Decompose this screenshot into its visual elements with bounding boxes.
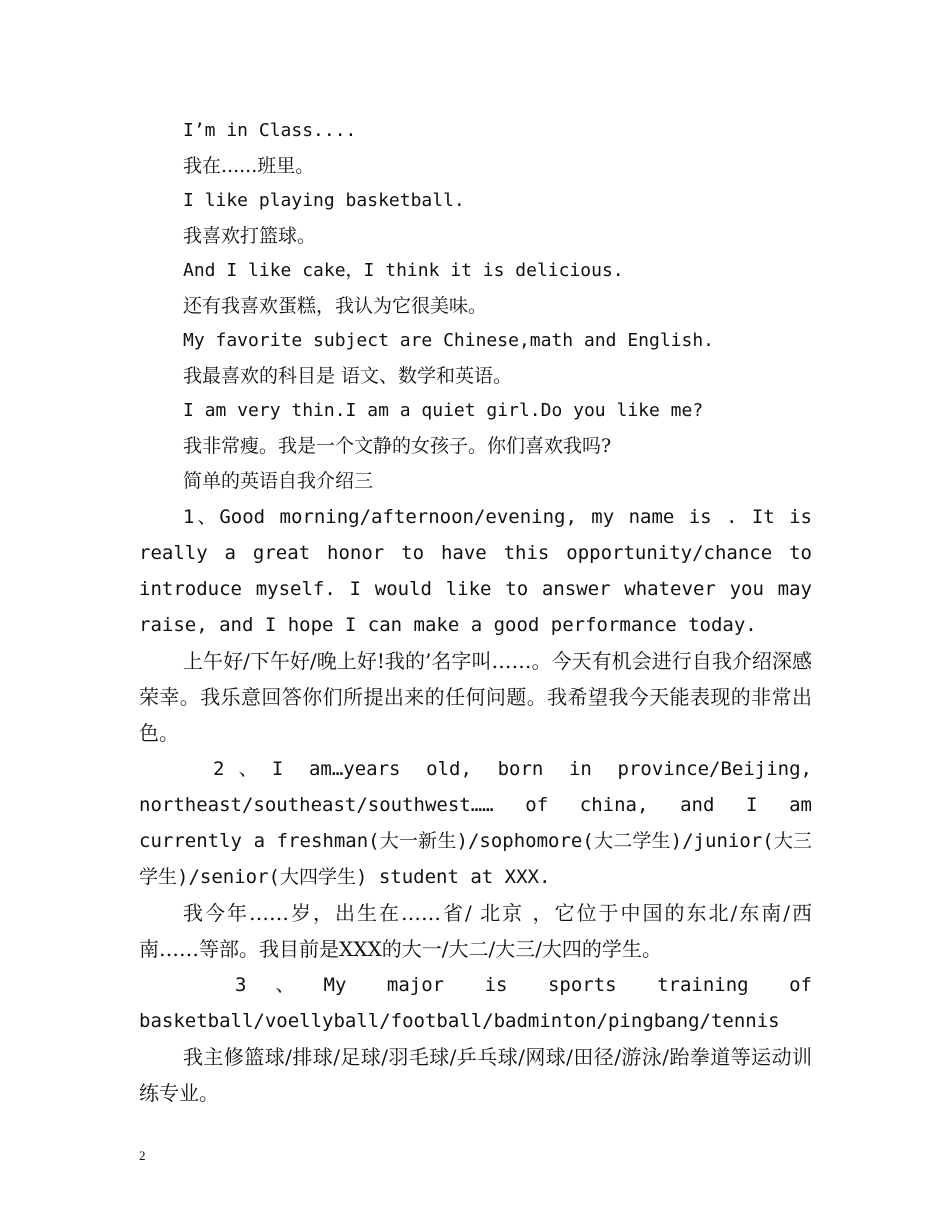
text-line: I am very thin.I am a quiet girl.Do you like me?	[183, 400, 704, 421]
text-line: 我喜欢打篮球。	[183, 225, 317, 247]
text-line: My favorite subject are Chinese,math and English.	[183, 330, 715, 351]
section-heading: 简单的英语自我介绍三	[183, 470, 374, 492]
page-number: 2	[139, 1148, 146, 1163]
text-line: 我非常瘦。我是一个文静的女孩子。你们喜欢我吗?	[183, 435, 612, 457]
paragraph: 我主修篮球/排球/足球/羽毛球/乒乓球/网球/田径/游泳/跆拳道等运动训练专业。	[139, 1045, 812, 1105]
paragraph: 上午好/下午好/晚上好!我的’名字叫……。今天有机会进行自我介绍深感荣幸。我乐意回答你们所提出来的任何问题。我希望我今天能表现的非常出色。	[139, 649, 812, 745]
text-line: 我在......班里。	[183, 155, 315, 177]
paragraph: 1、Good morning/afternoon/evening, my name is . It is really a great honor to have this opportunity/chance to introduce myself. I would like to answer whatever you may raise, and I hope I can make a good performance today.	[139, 506, 812, 636]
text-line: I like playing basketball.	[183, 190, 465, 211]
paragraph: 2、I am…years old, born in province/Beijing, northeast/southeast/southwest…… of china, and I am currently a freshman(大一新生)/sophomore(大二学生)/junior(大三学生)/senior(大四学生) student at XXX.	[139, 758, 812, 888]
text-line: 我最喜欢的科目是 语文、数学和英语。	[183, 365, 513, 387]
text-line: 还有我喜欢蛋糕，我认为它很美味。	[183, 295, 488, 317]
text-line: I’m in Class....	[183, 120, 357, 141]
text-line: And I like cake，I think it is delicious.	[183, 260, 624, 281]
paragraph: 3、My major is sports training of basketball/voellyball/football/badminton/pingbang/tennis	[139, 974, 812, 1032]
paragraph: 我今年……岁，出生在……省/ 北京 ，它位于中国的东北/东南/西南……等部。我目前是XXX的大一/大二/大三/大四的学生。	[139, 901, 812, 961]
